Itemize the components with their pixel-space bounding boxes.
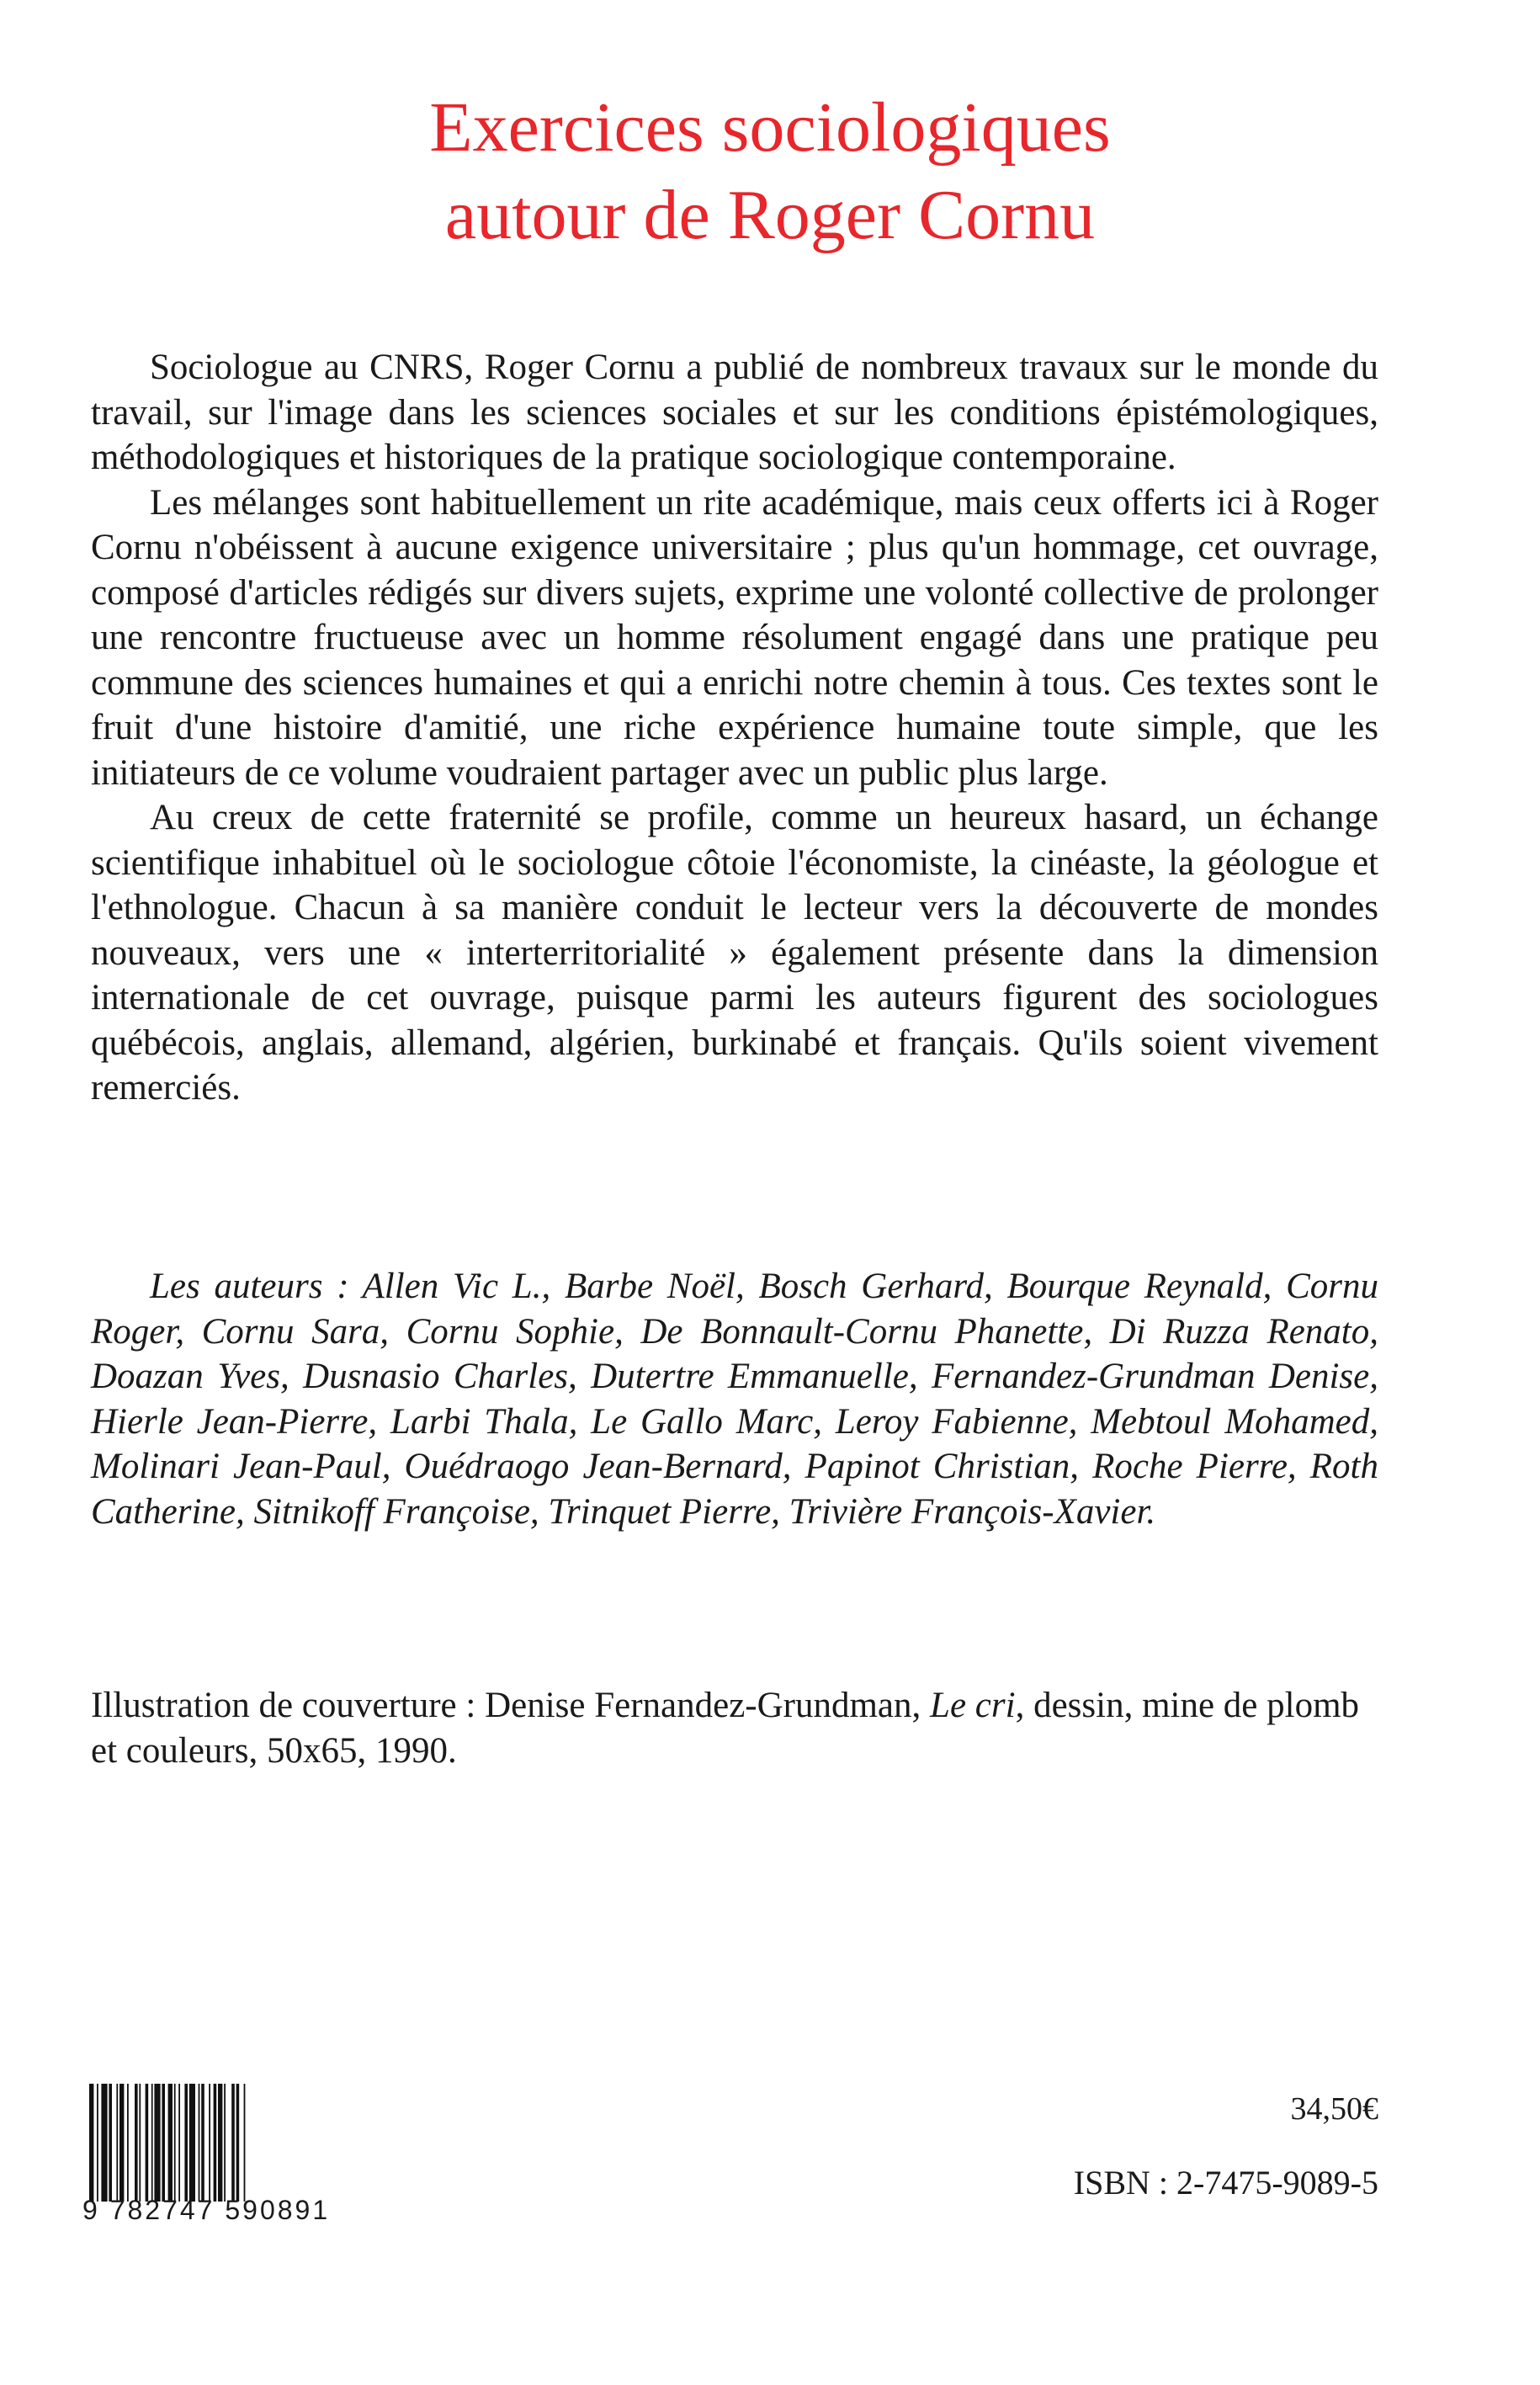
title-line-1: Exercices sociologiques xyxy=(429,88,1111,167)
blurb-paragraph: Au creux de cette fraternité se profile, comme un heureux hasard, un échange scientifique inhabituel où le sociologue côtoie l'économiste, la cinéaste, la géologue et l'ethnologue. Chacun à sa manière conduit le lecteur vers la découverte de mondes nouveaux, vers une « interterritorialité » également présente dans la dimension internationale de cet ouvrage, puisque parmi les auteurs figurent des sociologues québécois, anglais, allemand, algérien, burkinabé et français. Qu'ils soient vivement remerciés. xyxy=(91,798,1378,1108)
book-title xyxy=(0,84,1540,259)
barcode-bar xyxy=(201,2084,204,2202)
barcode-bar xyxy=(189,2084,195,2202)
blurb xyxy=(91,345,1378,1111)
barcode-bar xyxy=(224,2084,226,2202)
barcode-bar xyxy=(236,2084,240,2202)
title-line-2: autour de Roger Cornu xyxy=(444,176,1096,254)
barcode-bar xyxy=(214,2084,217,2202)
barcode-bar xyxy=(174,2084,176,2202)
authors-list: Les auteurs : Allen Vic L., Barbe Noël, Bosch Gerhard, Bourque Reynald, Cornu Roger, Cornu Sara, Cornu Sophie, De Bonnault-Cornu Phanette, Di Ruzza Renato, Doazan Yves, Dusnasio Charles, Dutertre Emmanuelle, Fernandez-Grundman Denise, Hierle Jean-Pierre, Larbi Thala, Le Gallo Marc, Leroy Fabienne, Mebtoul Mohamed, Molinari Jean-Paul, Ouédraogo Jean-Bernard, Papinot Christian, Roche Pierre, Roth Catherine, Sitnikoff Françoise, Trinquet Pierre, Trivière François-Xavier. xyxy=(91,1267,1378,1532)
barcode-bar xyxy=(127,2084,129,2202)
barcode-bar xyxy=(116,2084,118,2202)
barcode-bar xyxy=(218,2084,222,2202)
barcode-bar xyxy=(139,2084,141,2202)
barcode-bar xyxy=(146,2084,149,2202)
isbn: ISBN : 2-7475-9089-5 xyxy=(1073,2164,1378,2202)
barcode-bar xyxy=(231,2084,235,2202)
blurb-paragraph: Sociologue au CNRS, Roger Cornu a publié de nombreux travaux sur le monde du travail, sur l'image dans les sciences sociales et sur les conditions épistémologiques, méthodologiques et historiques de la pratique sociologique contemporaine. xyxy=(91,348,1378,477)
cover-illustration-credit xyxy=(91,1683,1378,1773)
barcode-bar xyxy=(119,2084,124,2202)
price: 34,50€ xyxy=(1290,2091,1378,2127)
barcode-bar xyxy=(109,2084,112,2202)
barcode-bar xyxy=(199,2084,200,2202)
illustration-work-title: Le cri xyxy=(930,1686,1016,1725)
barcode-bar xyxy=(178,2084,180,2202)
barcode-bar xyxy=(97,2084,98,2202)
illustration-credit-suffix: , dessin, mine de plomb et couleurs, 50x65, 1990. xyxy=(91,1686,1360,1771)
barcode-bar xyxy=(168,2084,173,2202)
barcode-bar xyxy=(244,2084,246,2202)
barcode-digits: 9 782747 590891 xyxy=(82,2195,331,2225)
barcode-bar xyxy=(209,2084,210,2202)
illustration-credit-prefix: Illustration de couverture : Denise Fernandez-Grundman, xyxy=(91,1686,931,1725)
barcode-bar xyxy=(135,2084,138,2202)
barcode-bar xyxy=(162,2084,165,2202)
barcode-bar xyxy=(151,2084,153,2202)
barcode-bar xyxy=(89,2084,93,2202)
barcode-bar xyxy=(101,2084,107,2202)
blurb-paragraph: Les mélanges sont habituellement un rite académique, mais ceux offerts ici à Roger Cornu n'obéissent à aucune exigence universitaire ; plus qu'un hommage, cet ouvrage, composé d'articles rédigés sur divers sujets, exprime une volonté collective de prolonger une rencontre fructueuse avec un homme résolument engagé dans une pratique peu commune des sciences humaines et qui a enrichi notre chemin à tous. Ces textes sont le fruit d'une histoire d'amitié, une riche expérience humaine toute simple, que les initiateurs de ce volume voudraient partager avec un public plus large. xyxy=(91,482,1378,793)
barcode-bar xyxy=(184,2084,188,2202)
barcode-bar xyxy=(154,2084,160,2202)
barcode xyxy=(82,2084,356,2202)
